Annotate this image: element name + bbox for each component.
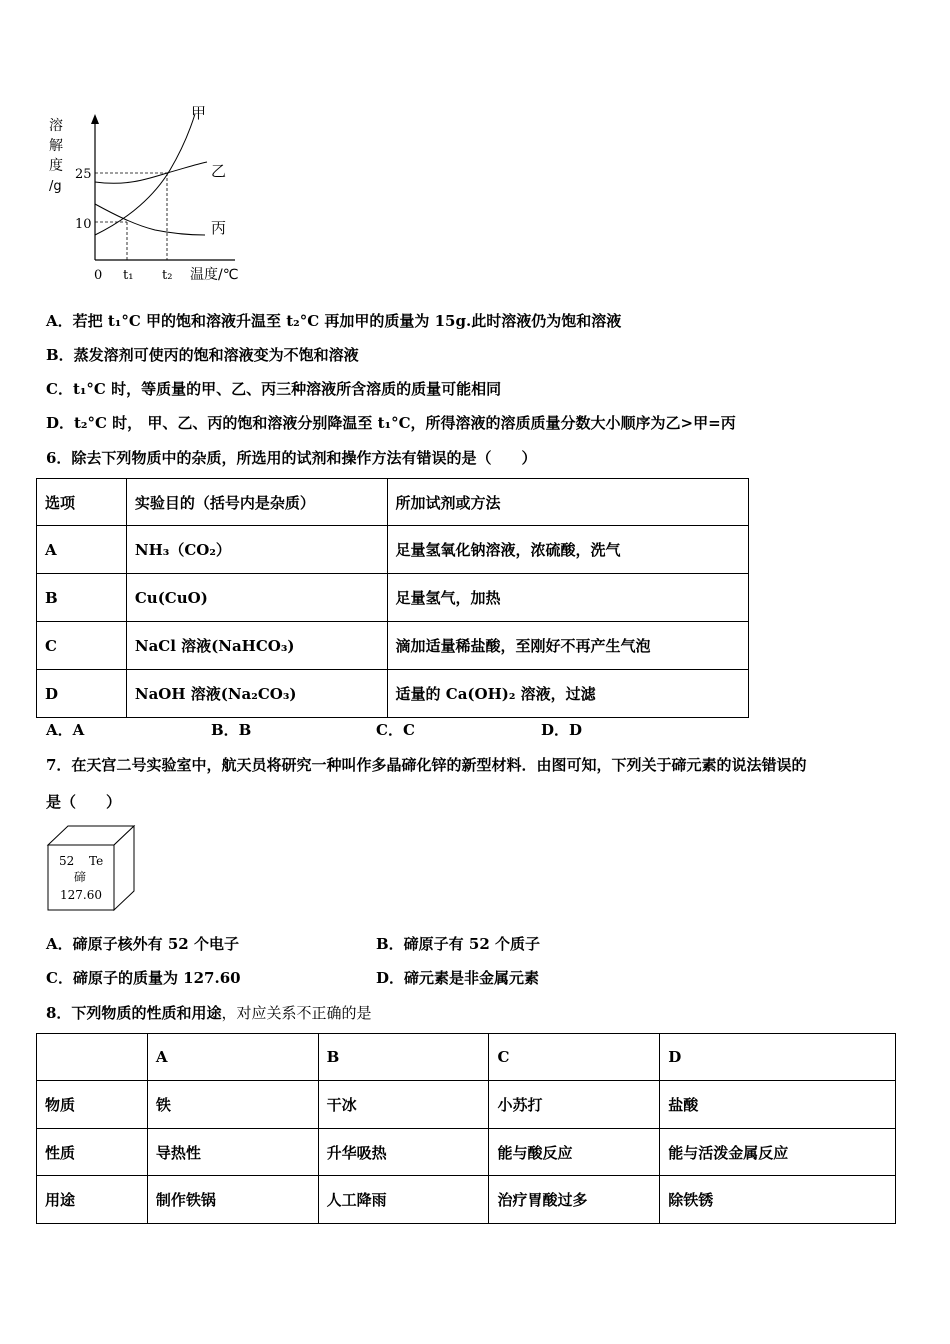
q5-option-a: A．若把 t₁°C 甲的饱和溶液升温至 t₂°C 再加甲的质量为 15g.此时溶液仍为饱和溶液 bbox=[46, 312, 622, 330]
label-yi: 乙 bbox=[211, 162, 227, 180]
x-tick-t2: t₂ bbox=[162, 268, 173, 283]
q8-cell: 能与酸反应 bbox=[489, 1129, 660, 1176]
q6-header-cell: 选项 bbox=[37, 479, 127, 526]
q7-option-a: A．碲原子核外有 52 个电子 bbox=[46, 935, 239, 953]
q8-cell: 人工降雨 bbox=[318, 1176, 489, 1224]
q8-cell: 升华吸热 bbox=[318, 1129, 489, 1176]
q6-cell: 足量氢氧化钠溶液，浓硫酸，洗气 bbox=[387, 526, 748, 574]
q8-cell: 小苏打 bbox=[489, 1081, 660, 1129]
q6-header-row bbox=[37, 479, 749, 526]
q8-header-cell: B bbox=[318, 1034, 489, 1081]
q6-cell: NaCl 溶液(NaHCO₃) bbox=[126, 622, 387, 670]
q8-header-cell: C bbox=[489, 1034, 660, 1081]
table-row bbox=[37, 622, 749, 670]
label-jia: 甲 bbox=[191, 104, 207, 122]
table-row bbox=[37, 1176, 896, 1224]
curve-bing bbox=[95, 204, 205, 235]
element-mass: 127.60 bbox=[60, 888, 102, 902]
q6-header-cell: 实验目的（括号内是杂质） bbox=[126, 479, 387, 526]
q6-cell: Cu(CuO) bbox=[126, 574, 387, 622]
q8-cell: 性质 bbox=[37, 1129, 148, 1176]
q6-header-cell: 所加试剂或方法 bbox=[387, 479, 748, 526]
q7-option-b: B．碲原子有 52 个质子 bbox=[376, 935, 540, 953]
q8-cell: 导热性 bbox=[147, 1129, 318, 1176]
q8-cell: 除铁锈 bbox=[660, 1176, 896, 1224]
y-tick-10: 10 bbox=[75, 217, 92, 232]
y-axis-arrow bbox=[91, 114, 99, 124]
element-symbol: Te bbox=[89, 854, 104, 868]
q7-option-d: D．碲元素是非金属元素 bbox=[376, 969, 540, 987]
table-row bbox=[37, 1129, 896, 1176]
q8-header-cell bbox=[37, 1034, 148, 1081]
q5-option-b: B．蒸发溶剂可使丙的饱和溶液变为不饱和溶液 bbox=[46, 346, 359, 364]
x-tick-t1: t₁ bbox=[123, 268, 134, 283]
table-row bbox=[37, 526, 749, 574]
q7-question-line1: 7．在天宫二号实验室中，航天员将研究一种叫作多晶碲化锌的新型材料．由图可知，下列关于碲元素的说法错误的 bbox=[46, 756, 807, 774]
label-bing: 丙 bbox=[211, 219, 227, 237]
q8-cell: 用途 bbox=[37, 1176, 148, 1224]
q8-cell: 能与活泼金属反应 bbox=[660, 1129, 896, 1176]
q8-cell: 盐酸 bbox=[660, 1081, 896, 1129]
chart-ylabel-3: 度 bbox=[49, 158, 63, 174]
q6-answer-c: C．C bbox=[376, 721, 415, 739]
table-row bbox=[37, 670, 749, 718]
q6-table bbox=[36, 478, 749, 718]
q6-cell: B bbox=[37, 574, 127, 622]
q7-option-c: C．碲原子的质量为 127.60 bbox=[46, 969, 241, 987]
q6-answer-d: D．D bbox=[541, 721, 583, 739]
element-name: 碲 bbox=[74, 870, 87, 884]
x-tick-0: 0 bbox=[94, 268, 103, 283]
q6-cell: A bbox=[37, 526, 127, 574]
chart-ylabel-1: 溶 bbox=[49, 118, 63, 134]
q8-cell: 物质 bbox=[37, 1081, 148, 1129]
q6-cell: D bbox=[37, 670, 127, 718]
q6-cell: NaOH 溶液(Na₂CO₃) bbox=[126, 670, 387, 718]
q8-table bbox=[36, 1033, 896, 1224]
q6-cell: NH₃（CO₂） bbox=[126, 526, 387, 574]
q6-cell: C bbox=[37, 622, 127, 670]
table-row bbox=[37, 1081, 896, 1129]
q5-option-c: C．t₁°C 时，等质量的甲、乙、丙三种溶液所含溶质的质量可能相同 bbox=[46, 380, 502, 398]
q7-question-line2: 是（ ） bbox=[46, 793, 122, 811]
element-number: 52 bbox=[59, 854, 75, 868]
q6-cell: 足量氢气，加热 bbox=[387, 574, 748, 622]
curve-jia bbox=[95, 114, 195, 235]
chart-ylabel-2: 解 bbox=[49, 138, 63, 154]
solubility-chart bbox=[45, 100, 260, 290]
q8-question bbox=[46, 1004, 371, 1022]
q8-question-normal: ，对应关系不正确的是 bbox=[221, 1004, 372, 1022]
q6-cell: 适量的 Ca(OH)₂ 溶液，过滤 bbox=[387, 670, 748, 718]
q8-cell: 治疗胃酸过多 bbox=[489, 1176, 660, 1224]
q8-cell: 干冰 bbox=[318, 1081, 489, 1129]
q5-option-d: D．t₂°C 时， 甲、乙、丙的饱和溶液分别降温至 t₁°C，所得溶液的溶质质量分数大小顺序为乙>甲=丙 bbox=[46, 414, 736, 432]
table-row bbox=[37, 574, 749, 622]
q8-header-cell: D bbox=[660, 1034, 896, 1081]
q8-cell: 铁 bbox=[147, 1081, 318, 1129]
chart-ylabel-4: /g bbox=[49, 179, 62, 194]
q6-cell: 滴加适量稀盐酸，至刚好不再产生气泡 bbox=[387, 622, 748, 670]
chart-xlabel: 温度/℃ bbox=[190, 267, 239, 283]
q6-question: 6．除去下列物质中的杂质，所选用的试剂和操作方法有错误的是（ ） bbox=[46, 449, 537, 467]
q6-answer-b: B．B bbox=[211, 721, 252, 739]
q8-question-bold: 8．下列物质的性质和用途 bbox=[46, 1004, 222, 1022]
y-tick-25: 25 bbox=[75, 167, 92, 182]
q8-cell: 制作铁锅 bbox=[147, 1176, 318, 1224]
q8-header-row bbox=[37, 1034, 896, 1081]
q8-header-cell: A bbox=[147, 1034, 318, 1081]
q6-answer-a: A．A bbox=[46, 721, 85, 739]
tellurium-element-card bbox=[44, 823, 139, 915]
